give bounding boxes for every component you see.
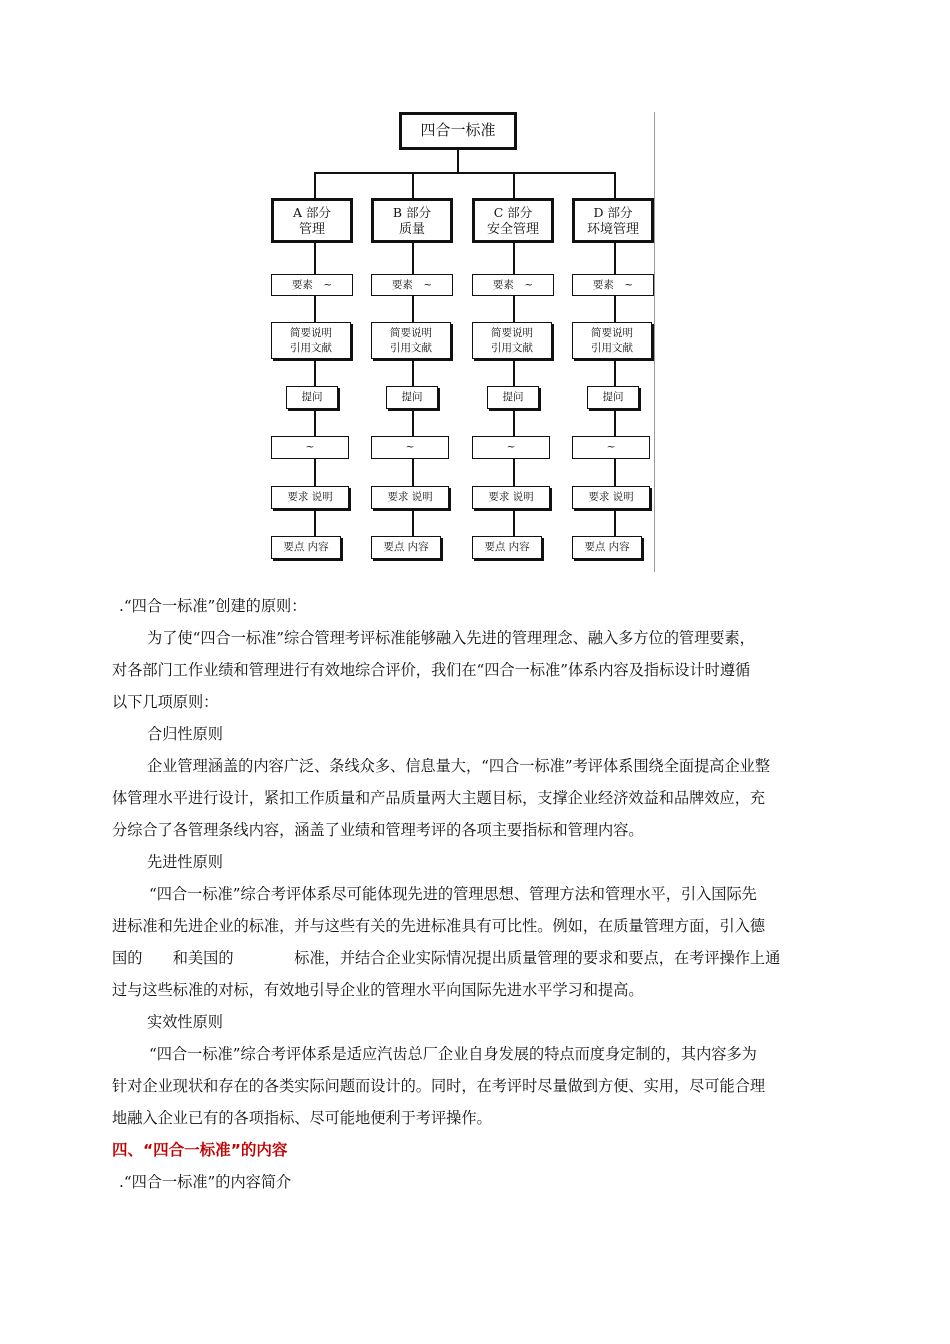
paragraph-line: “四合一标准”综合考评体系是适应汽齿总厂企业自身发展的特点而度身定制的，其内容多为	[149, 1045, 757, 1063]
points-box: 要点 内容	[472, 536, 542, 559]
brief-description: 简要说明	[491, 327, 533, 339]
brief-description: 简要说明	[290, 327, 332, 339]
range-box: ~	[472, 436, 550, 459]
section-title: .“四合一标准”创建的原则：	[119, 597, 307, 615]
principle-title: 先进性原则	[147, 853, 223, 871]
paragraph-line: 分综合了各管理条线内容，涵盖了业绩和管理考评的各项主要指标和管理内容。	[112, 821, 644, 839]
intro-line: 以下几项原则：	[112, 693, 219, 711]
department-part: B 部分	[392, 205, 432, 220]
department-name: 环境管理	[586, 222, 639, 237]
points-box: 要点 内容	[572, 536, 642, 559]
department-box	[572, 198, 654, 243]
question-box: 提问	[286, 386, 338, 409]
department-part: A 部分	[292, 205, 331, 220]
range-box: ~	[572, 436, 650, 459]
element-box: 要素 ~	[371, 274, 453, 296]
paragraph-line: 企业管理涵盖的内容广泛、条线众多、信息量大，“四合一标准”考评体系围绕全面提高企业整	[147, 757, 771, 775]
department-box	[271, 198, 353, 243]
paragraph-line: 进标准和先进企业的标准，并与这些有关的先进标准具有可比性。例如，在质量管理方面，引入德	[112, 917, 766, 935]
element-box: 要素 ~	[572, 274, 654, 296]
principle-title: 合归性原则	[147, 725, 223, 743]
requirement-box: 要求 说明	[472, 486, 550, 509]
references: 引用文献	[591, 342, 633, 354]
description-box	[371, 322, 451, 359]
points-box: 要点 内容	[371, 536, 441, 559]
references: 引用文献	[491, 342, 533, 354]
paragraph-line: “四合一标准”综合考评体系尽可能体现先进的管理思想、管理方法和管理水平，引入国际先	[149, 885, 757, 903]
paragraph-line: 过与这些标准的对标，有效地引导企业的管理水平向国际先进水平学习和提高。	[112, 981, 644, 999]
intro-line: 为了使“四合一标准”综合管理考评标准能够融入先进的管理理念、融入多方位的管理要素，	[147, 629, 755, 647]
principle-title: 实效性原则	[147, 1013, 223, 1031]
paragraph-line: 地融入企业已有的各项指标、尽可能地便利于考评操作。	[112, 1109, 492, 1127]
department-box	[472, 198, 554, 243]
department-name: 安全管理	[486, 222, 539, 237]
brief-description: 简要说明	[390, 327, 432, 339]
range-box: ~	[371, 436, 449, 459]
department-name: 管理	[298, 222, 325, 237]
root-box: 四合一标准	[399, 112, 517, 150]
references: 引用文献	[290, 342, 332, 354]
description-box	[472, 322, 552, 359]
brief-description: 简要说明	[591, 327, 633, 339]
department-box	[371, 198, 453, 243]
department-part: D 部分	[593, 205, 633, 220]
question-box: 提问	[386, 386, 438, 409]
paragraph-line: 针对企业现状和存在的各类实际问题而设计的。同时，在考评时尽量做到方便、实用，尽可能合理	[112, 1077, 766, 1095]
intro-line: 对各部门工作业绩和管理进行有效地综合评价，我们在“四合一标准”体系内容及指标设计时遵循	[112, 661, 751, 679]
section-heading-4: 四、“四合一标准”的内容	[112, 1141, 288, 1159]
requirement-box: 要求 说明	[572, 486, 650, 509]
requirement-box: 要求 说明	[371, 486, 449, 509]
document-body	[112, 590, 842, 1198]
points-box: 要点 内容	[271, 536, 341, 559]
paragraph-line: 国的 和美国的 标准，并结合企业实际情况提出质量管理的要求和要点，在考评操作上通	[112, 949, 781, 967]
question-box: 提问	[587, 386, 639, 409]
description-box	[572, 322, 652, 359]
root-connector	[457, 150, 459, 172]
subheading: .“四合一标准”的内容简介	[119, 1173, 292, 1191]
question-box: 提问	[487, 386, 539, 409]
references: 引用文献	[390, 342, 432, 354]
requirement-box: 要求 说明	[271, 486, 349, 509]
branch-bar	[314, 172, 614, 174]
description-box	[271, 322, 351, 359]
department-part: C 部分	[493, 205, 533, 220]
range-box: ~	[271, 436, 349, 459]
element-box: 要素 ~	[472, 274, 554, 296]
divider-line	[654, 112, 655, 572]
element-box: 要素 ~	[271, 274, 353, 296]
org-chart	[0, 0, 950, 580]
paragraph-line: 体管理水平进行设计，紧扣工作质量和产品质量两大主题目标，支撑企业经济效益和品牌效应，充	[112, 789, 766, 807]
department-name: 质量	[398, 222, 425, 237]
